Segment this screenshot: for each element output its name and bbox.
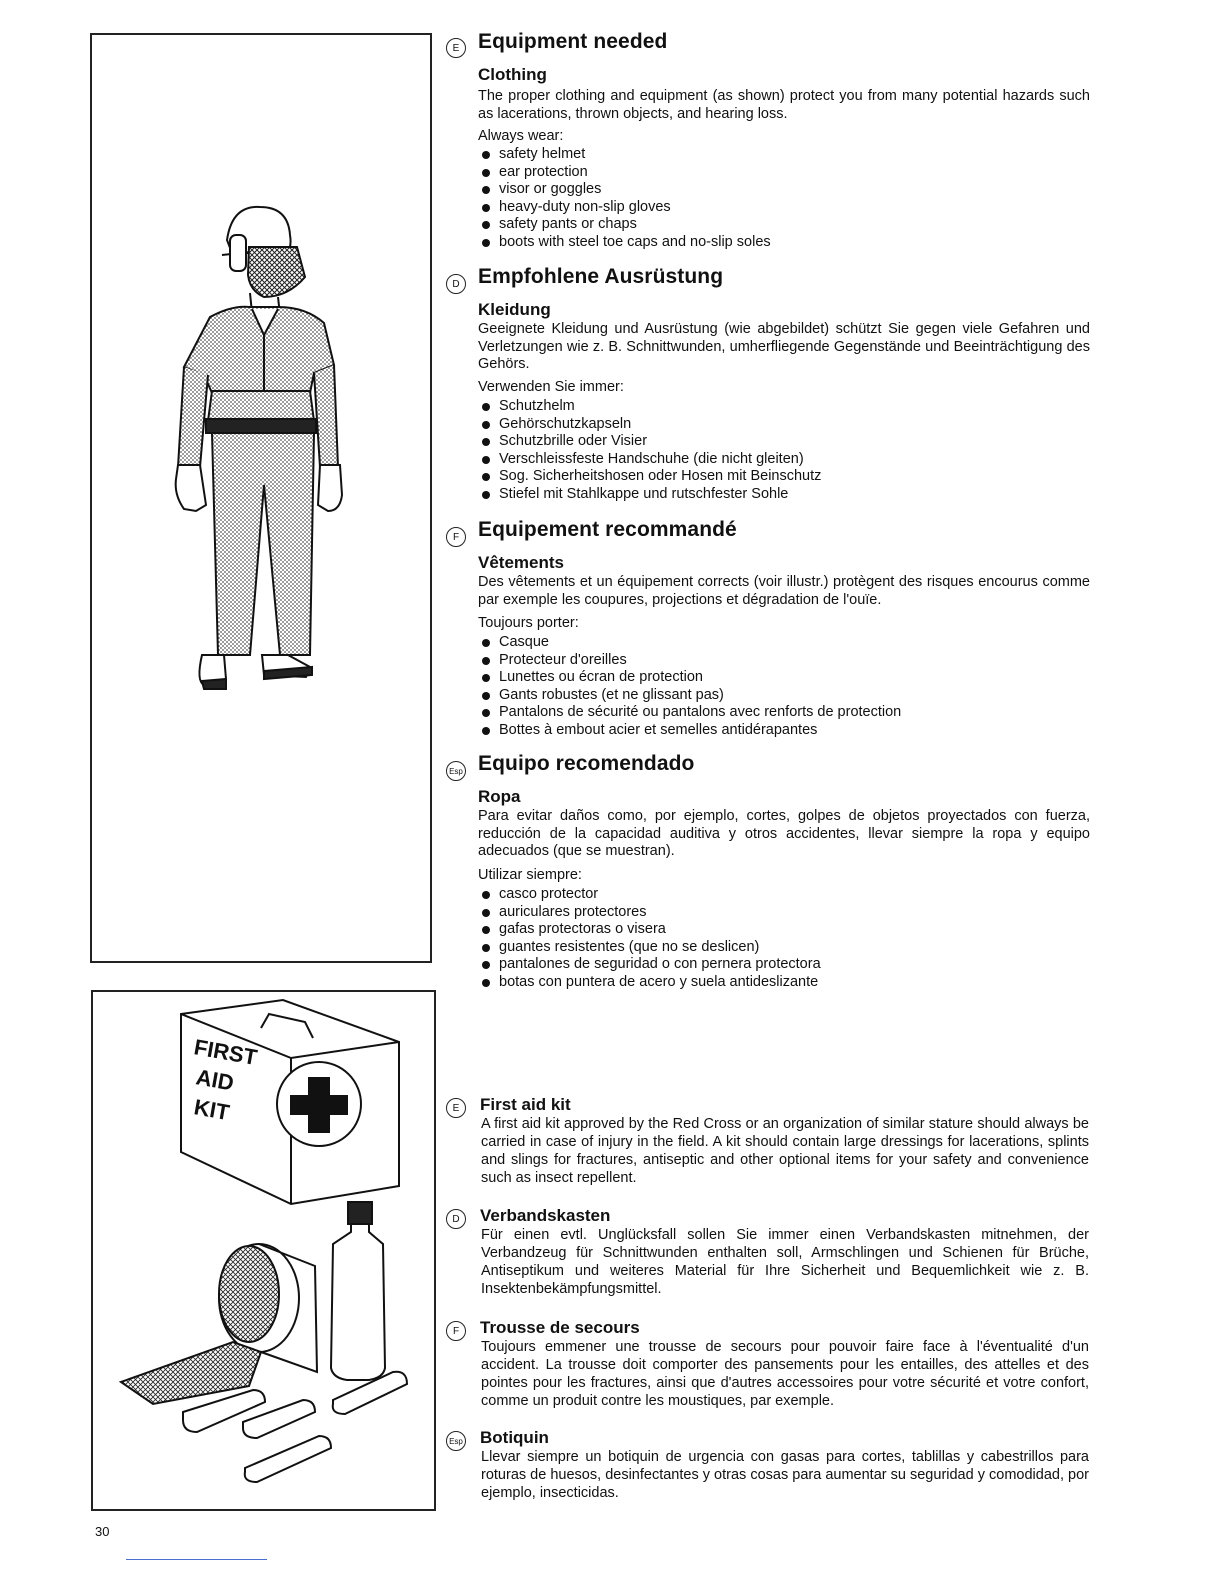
section-intro: Des vêtements et un équipement corrects (voir illustr.) protègent des risques encourus comme par exemple les coupures, projections et dégradation de l'ouïe.	[478, 574, 1090, 608]
worker-figure-drawing	[92, 35, 430, 961]
section-title: Equipement recommandé	[478, 518, 737, 541]
list-item: Gehörschutzkapseln	[478, 416, 821, 434]
language-badge: F	[446, 527, 466, 547]
list-item: Gants robustes (et ne glissant pas)	[478, 687, 901, 705]
section-intro: Geeignete Kleidung und Ausrüstung (wie abgebildet) schützt Sie gegen viele Gefahren und Verletzungen wie z. B. Schnittwunden, umherfliegende Gegenstände und Beeinträchtigung des Gehörs.	[478, 321, 1090, 372]
section-text: Llevar siempre un botiquin de urgencia con gasas para cortes, tablillas y cabestrillos para roturas de huesos, desinfectantes y otras cosas para aumentar su seguridad y comodidad, por ejemplo, insecticidas.	[481, 1449, 1089, 1501]
section-title: Equipo recomendado	[478, 752, 695, 775]
always-label: Utilizar siempre:	[478, 867, 582, 883]
list-item: botas con puntera de acero y suela antideslizante	[478, 974, 821, 992]
section-intro: The proper clothing and equipment (as shown) protect you from many potential hazards such as lacerations, thrown objects, and hearing loss.	[478, 88, 1090, 122]
section-text: Für einen evtl. Unglücksfall sollen Sie immer einen Verbandskasten mitnehmen, der Verbandzeug für Schnittwunden enthalten soll, Armschlingen und Schienen für Brüche, Antiseptikum und weiteres Material für Ihre Sicherheit und Bequemlichkeit wie z. B. Insektenbekämpfungsmittel.	[481, 1227, 1089, 1297]
language-badge: D	[446, 1209, 466, 1229]
section-title: Empfohlene Ausrüstung	[478, 265, 724, 288]
footer-rule	[126, 1559, 267, 1560]
list-item: Schutzbrille oder Visier	[478, 433, 821, 451]
list-item: Pantalons de sécurité ou pantalons avec renforts de protection	[478, 704, 901, 722]
list-item: Lunettes ou écran de protection	[478, 669, 901, 687]
list-item: visor or goggles	[478, 181, 771, 199]
section-subtitle: Clothing	[478, 65, 547, 84]
language-badge: Esp	[446, 1431, 466, 1451]
section-title: Verbandskasten	[480, 1206, 611, 1225]
equipment-list	[478, 398, 821, 504]
list-item: Bottes à embout acier et semelles antidérapantes	[478, 722, 901, 740]
section-subtitle: Kleidung	[478, 300, 551, 319]
list-item: boots with steel toe caps and no-slip soles	[478, 234, 771, 252]
list-item: gafas protectoras o visera	[478, 921, 821, 939]
first-aid-kit-illustration	[91, 990, 436, 1511]
language-badge: Esp	[446, 761, 466, 781]
section-subtitle: Ropa	[478, 787, 521, 806]
list-item: Verschleissfeste Handschuhe (die nicht gleiten)	[478, 451, 821, 469]
language-badge: F	[446, 1321, 466, 1341]
list-item: Stiefel mit Stahlkappe und rutschfester Sohle	[478, 486, 821, 504]
language-badge: E	[446, 38, 466, 58]
section-title: Equipment needed	[478, 30, 668, 53]
list-item: Protecteur d'oreilles	[478, 652, 901, 670]
always-label: Always wear:	[478, 128, 564, 144]
first-aid-kit-drawing	[93, 992, 434, 1509]
section-text: Toujours emmener une trousse de secours pour pouvoir faire face à l'éventualité d'un accident. La trousse doit comporter des pansements pour les entailles, des attelles et des pointes pour les fractures, ainsi que d'autres accessoires pour votre sécurité et votre confort, comme un produit contre les moustiques, par exemple.	[481, 1339, 1089, 1409]
equipment-list	[478, 886, 821, 992]
equipment-list	[478, 146, 771, 252]
kit-label-line-1: FIRST	[192, 1034, 260, 1070]
equipment-list	[478, 634, 901, 740]
list-item: safety pants or chaps	[478, 216, 771, 234]
section-text: A first aid kit approved by the Red Cross or an organization of similar stature should always be carried in case of injury in the field. A kit should contain large dressings for lacerations, splints and slings for fractures, antiseptic and other optional items for your safety and convenience such as insect repellent.	[481, 1116, 1089, 1186]
list-item: Casque	[478, 634, 901, 652]
always-label: Verwenden Sie immer:	[478, 379, 624, 395]
list-item: casco protector	[478, 886, 821, 904]
section-title: Trousse de secours	[480, 1318, 640, 1337]
list-item: auriculares protectores	[478, 904, 821, 922]
language-badge: D	[446, 274, 466, 294]
always-label: Toujours porter:	[478, 615, 579, 631]
section-title: Botiquin	[480, 1428, 549, 1447]
section-subtitle: Vêtements	[478, 553, 564, 572]
protective-clothing-illustration	[90, 33, 432, 963]
list-item: ear protection	[478, 164, 771, 182]
kit-label-line-3: KIT	[192, 1094, 232, 1126]
list-item: heavy-duty non-slip gloves	[478, 199, 771, 217]
list-item: Sog. Sicherheitshosen oder Hosen mit Beinschutz	[478, 468, 821, 486]
page-number: 30	[95, 1524, 110, 1539]
list-item: safety helmet	[478, 146, 771, 164]
list-item: Schutzhelm	[478, 398, 821, 416]
language-badge: E	[446, 1098, 466, 1118]
kit-label-line-2: AID	[194, 1064, 236, 1096]
section-intro: Para evitar daños como, por ejemplo, cortes, golpes de objetos proyectados con fuerza, reducción de la capacidad auditiva y otros accidentes, llevar siempre la ropa y equipo adecuados (que se muestran).	[478, 808, 1090, 859]
list-item: guantes resistentes (que no se deslicen)	[478, 939, 821, 957]
section-title: First aid kit	[480, 1095, 571, 1114]
list-item: pantalones de seguridad o con pernera protectora	[478, 956, 821, 974]
